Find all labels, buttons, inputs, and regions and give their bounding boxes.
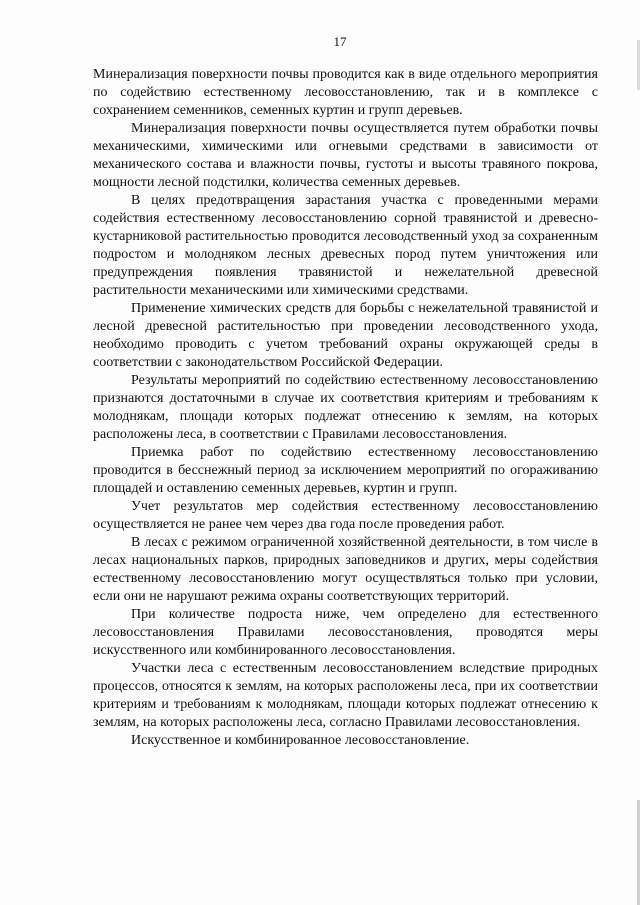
paragraph-chemical-means: Применение химических средств для борьбы с нежелательной травянистой и лесной древесной растительностью при проведении лесоводственного ухода, необходимо проводить с учетом требований охраны окружающей среды в соответствии с законодательством Российской Федерации. xyxy=(93,301,598,370)
paragraph-section-heading: Искусственное и комбинированное лесовосстановление. xyxy=(131,733,470,748)
paragraph-silvicultural-care: В целях предотвращения зарастания участка с проведенными мерами содействия естественному лесовосстановлению сорной травянистой и древесно-кустарниковой растительностью проводится лесоводственный уход за сохраненным подростом и молодняком лесных древесных пород путем уничтожения или предупреждения появления травянистой и нежелательной древесной растительности механическими или химическими средствами. xyxy=(93,193,598,298)
page-number: 17 xyxy=(333,34,347,49)
paragraph-results-accounting: Учет результатов мер содействия естественному лесовосстановлению осуществляется не ранее чем через два года после проведения работ. xyxy=(93,499,598,532)
paragraph-mineralization-methods: Минерализация поверхности почвы осуществляется путем обработки почвы механическими, химическими или огневыми средствами в зависимости от механического состава и влажности почвы, густоты и высоты травяного покрова, мощности лесной подстилки, количества семенных деревьев. xyxy=(93,121,598,190)
paragraph-insufficient-undergrowth: При количестве подроста ниже, чем определено для естественного лесовосстановления Правилами лесовосстановления, проводятся меры искусственного или комбинированного лесовосстановления. xyxy=(93,607,598,658)
paragraph-restricted-forests: В лесах с режимом ограниченной хозяйственной деятельности, в том числе в лесах национальных парков, природных заповедников и других, меры содействия естественному лесовосстановлению могут осуществляться только при условии, если они не нарушают режима охраны соответствующих территорий. xyxy=(93,535,598,604)
paragraph-mineralization-intro: Минерализация поверхности почвы проводится как в виде отдельного мероприятия по содействию естественному лесовосстановлению, так и в комплексе с сохранением семенников, семенных куртин и групп деревьев. xyxy=(93,67,598,118)
paragraph-natural-regeneration-plots: Участки леса с естественным лесовосстановлением вследствие природных процессов, относятся к землям, на которых расположены леса, при их соответствии критериям и требованиям к молоднякам, площади которых подлежат отнесению к землям, на которых расположены леса, согласно Правилами лесовосстановления. xyxy=(93,661,598,730)
paragraph-results-criteria: Результаты мероприятий по содействию естественному лесовосстановлению признаются достаточными в случае их соответствия критериям и требованиям к молоднякам, площади которых подлежат отнесению к землям, на которых расположены леса, в соответствии с Правилами лесовосстановления. xyxy=(93,373,598,442)
paragraph-works-acceptance: Приемка работ по содействию естественному лесовосстановлению проводится в бесснежный период за исключением мероприятий по огораживанию площадей и оставлению семенных деревьев, куртин и групп. xyxy=(93,445,598,496)
body-text xyxy=(93,66,598,750)
